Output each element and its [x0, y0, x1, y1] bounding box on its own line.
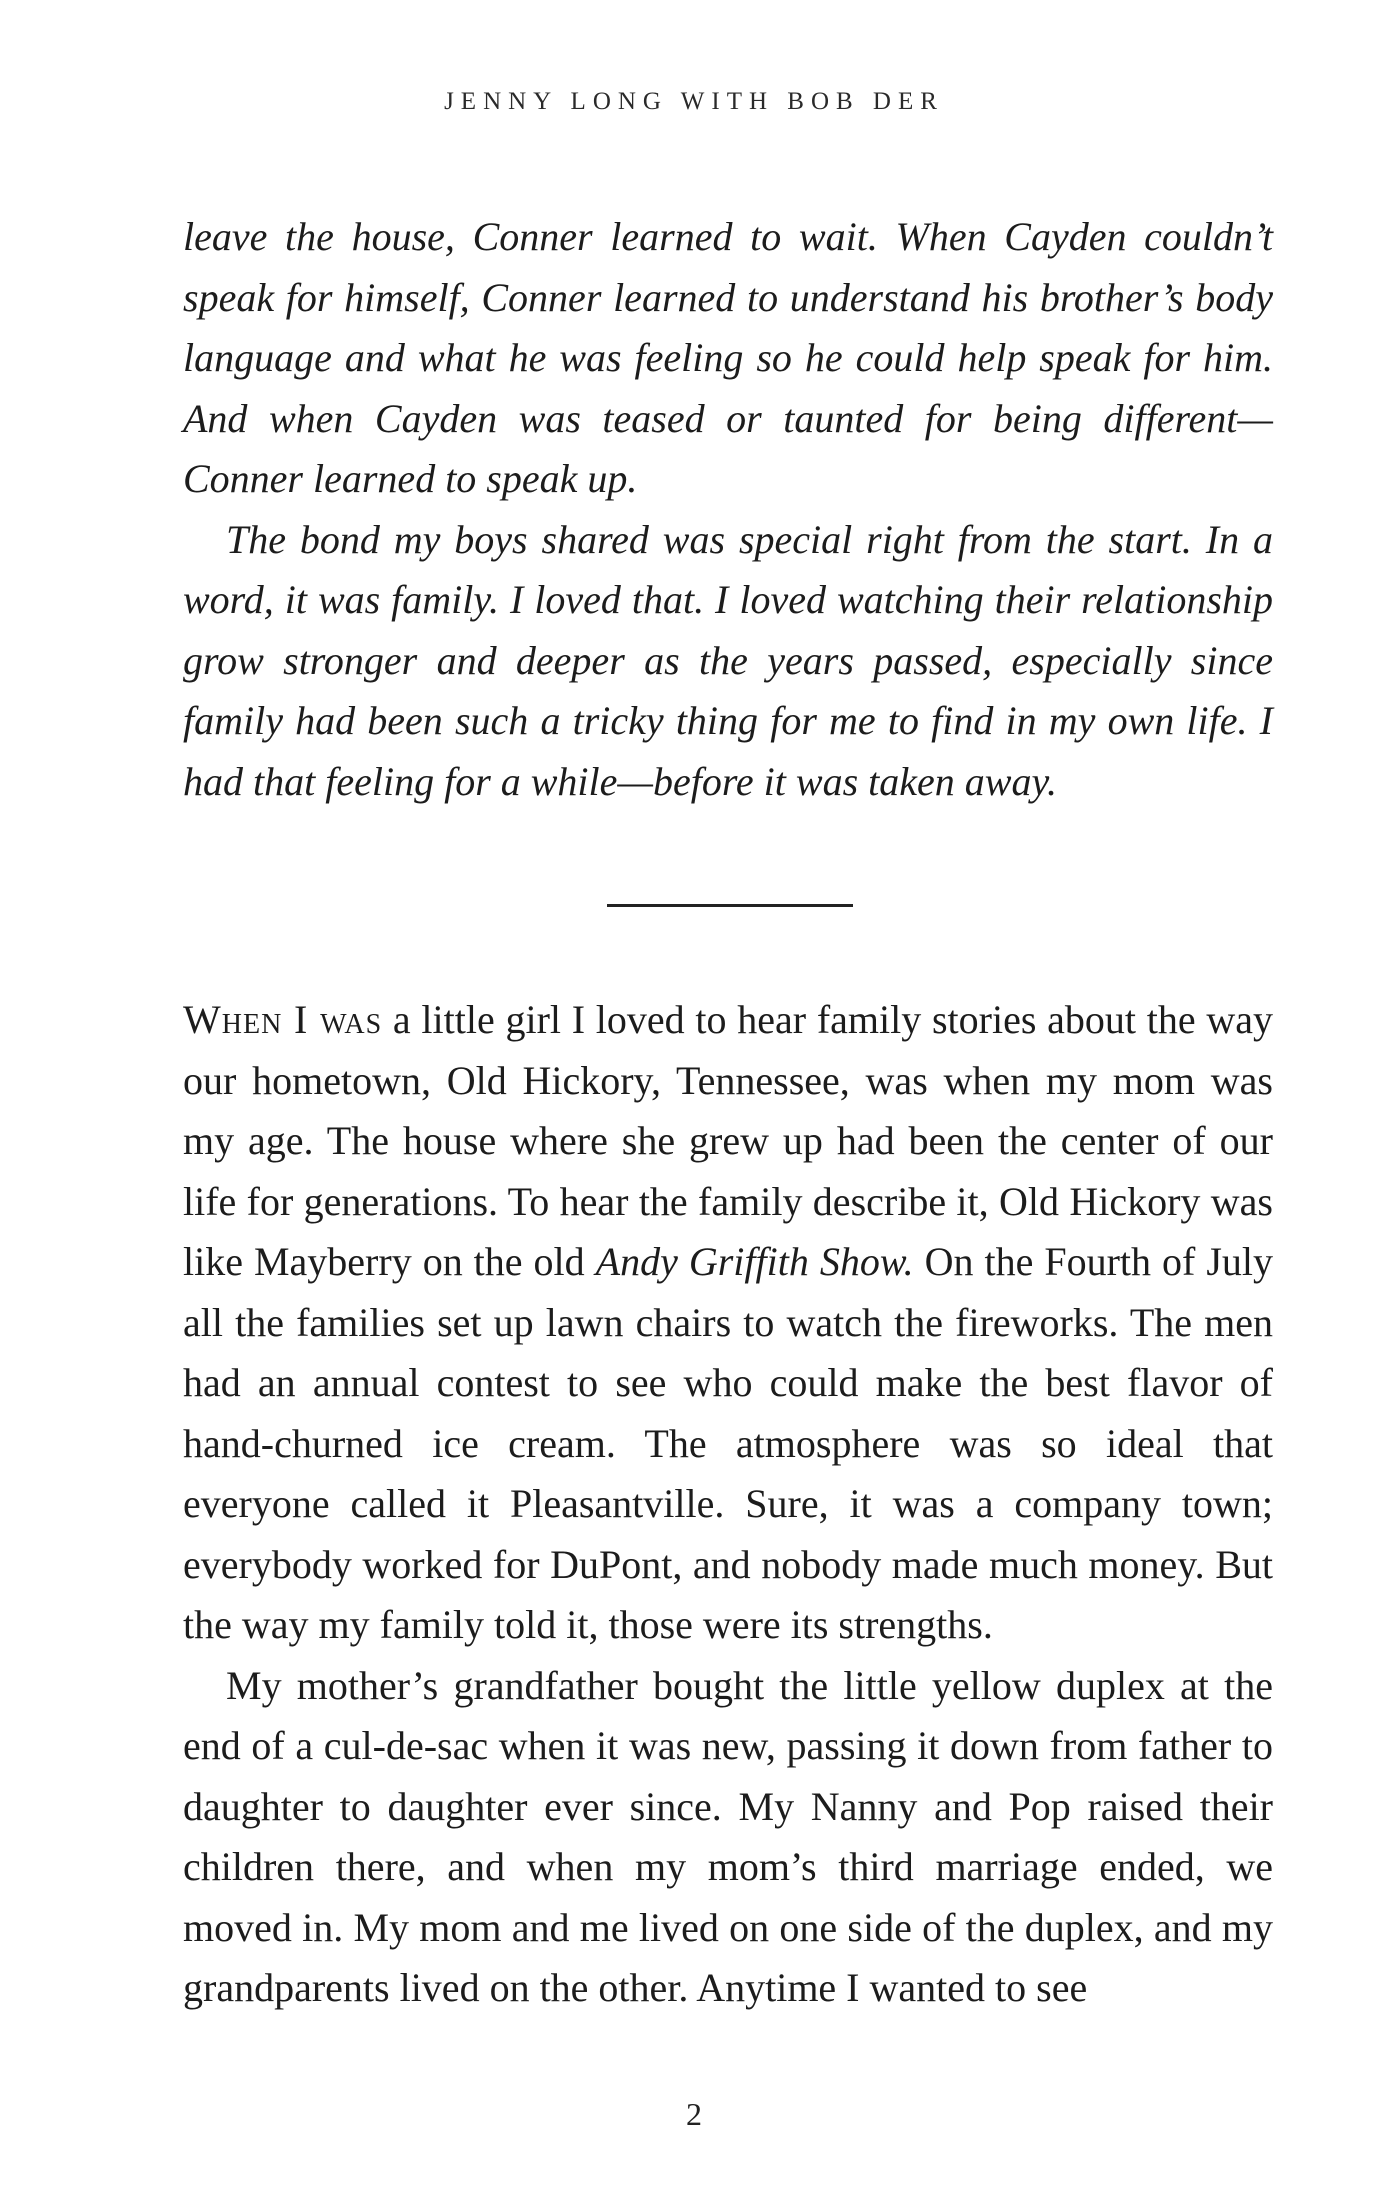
body-paragraph-1 — [183, 990, 1273, 1656]
italic-paragraph-2: The bond my boys shared was special right from the start. In a word, it was family. I loved that. I loved watching their relationship grow stronger and deeper as the years passed, especially since family had been such a tricky thing for me to find in my own life. I had that feeling for a while—before it was taken away. — [183, 516, 1273, 804]
body-paragraph-1-part-b: On the Fourth of July all the families set up lawn chairs to watch the fireworks. The men had an annual contest to see who could make the best flavor of hand-churned ice cream. The atmosphere was so ideal that everyone called it Pleasantville. Sure, it was a company town; everybody worked for DuPont, and nobody made much money. But the way my family told it, those were its strengths. — [183, 1239, 1273, 1647]
section-break-rule — [607, 904, 853, 907]
show-title: Andy Griffith Show. — [595, 1239, 914, 1284]
body-text — [183, 990, 1273, 2019]
small-caps-lead: When I was — [183, 997, 383, 1042]
italic-passage — [183, 207, 1273, 812]
italic-paragraph-1: leave the house, Conner learned to wait. When Cayden couldn’t speak for himself, Conner learned to understand his brother’s body language and what he was feeling so he could help speak for him. And when Cayden was teased or taunted for being different—Conner learned to speak up. — [183, 214, 1273, 501]
body-paragraph-1-part-a: a little girl I loved to hear family stories about the way our hometown, Old Hickory, Tennessee, was when my mom was my age. The house where she grew up had been the center of our life for generations. To hear the family describe it, Old Hickory was like Mayberry on the old — [183, 997, 1273, 1284]
running-head: JENNY LONG WITH BOB DER — [444, 88, 944, 115]
page-number: 2 — [686, 2096, 702, 2132]
body-paragraph-2: My mother’s grandfather bought the little yellow duplex at the end of a cul-de-sac when it was new, passing it down from father to daughter to daughter ever since. My Nanny and Pop raised their children there, and when my mom’s third marriage ended, we moved in. My mom and me lived on one side of the duplex, and my grandparents lived on the other. Anytime I wanted to see — [183, 1662, 1273, 2010]
